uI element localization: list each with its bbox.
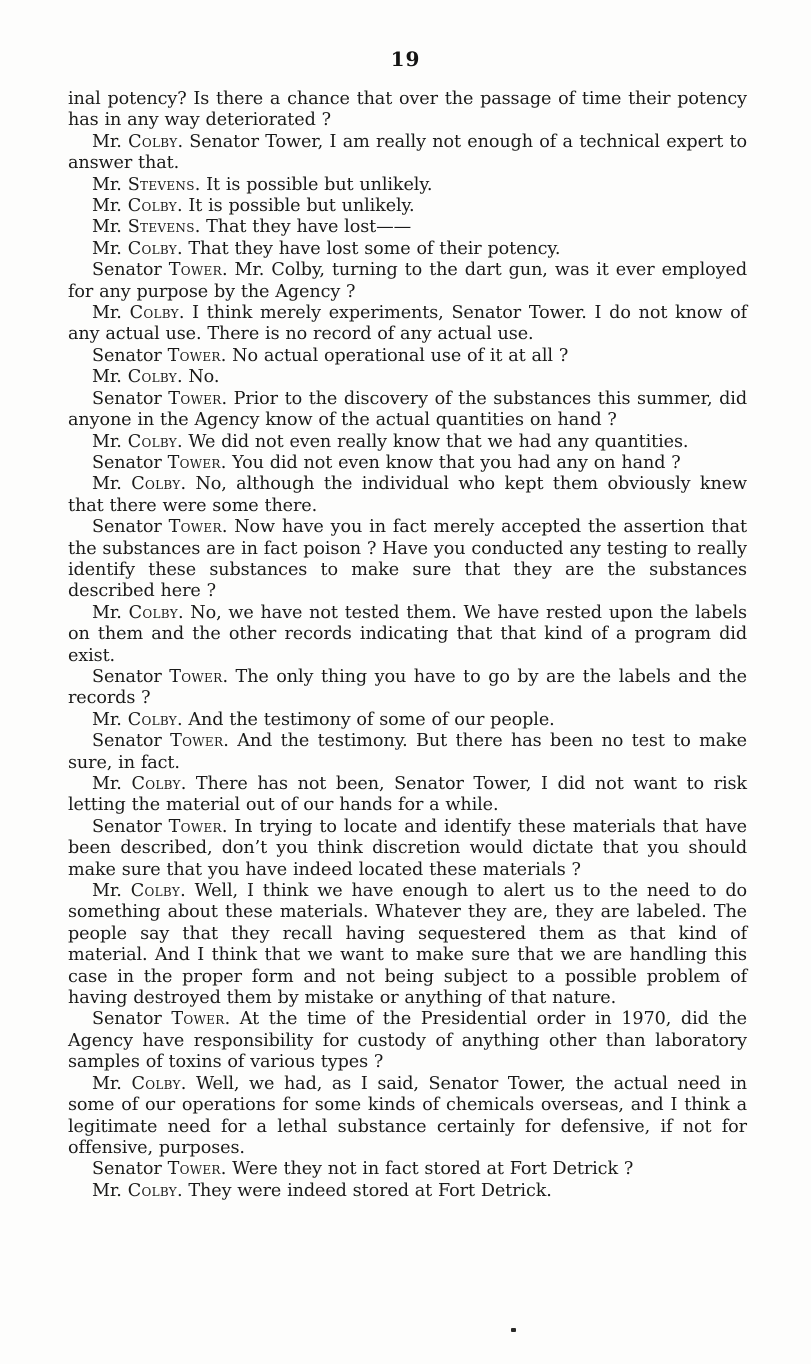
speaker-surname: Tower: [167, 452, 221, 473]
transcript-paragraph: [68, 175, 747, 196]
speaker-name: Senator Tower.: [92, 1009, 240, 1030]
scan-artifact-dot: [511, 1328, 516, 1332]
speaker-prefix: Senator: [92, 816, 169, 837]
speech-text: Were they not in fact stored at Fort Detrick ?: [232, 1159, 634, 1180]
speech-text: It is possible but unlikely.: [206, 174, 433, 195]
speaker-prefix: Mr.: [92, 1180, 128, 1201]
speech-text: No actual operational use of it at all ?: [232, 345, 569, 366]
speaker-prefix: Mr.: [92, 238, 128, 259]
transcript-paragraph: [68, 453, 747, 474]
speaker-prefix: Mr.: [92, 474, 132, 495]
transcript-paragraph: [68, 346, 747, 367]
transcript-paragraph: [68, 89, 747, 132]
speaker-name: Mr. Stevens.: [92, 174, 207, 195]
speech-text: Prior to the discovery of the substances this summer, did anyone in the Agency know of the actual quantities on hand ?: [68, 388, 747, 431]
transcript-paragraph: [68, 474, 747, 517]
speech-text: And the testimony of some of our people.: [188, 709, 555, 730]
transcript-paragraph: [68, 1074, 747, 1160]
transcript-paragraph: [68, 881, 747, 1009]
speaker-prefix: Mr.: [92, 431, 128, 452]
speaker-name: Mr. Colby.: [92, 602, 191, 623]
speech-text: No, we have not tested them. We have rested upon the labels on them and the other records indicating that that kind of a program did exist.: [68, 602, 747, 666]
speaker-surname: Tower: [168, 388, 222, 409]
speaker-name: Senator Tower.: [92, 260, 235, 281]
transcript-paragraph: [68, 217, 747, 238]
speaker-name: Mr. Colby.: [92, 238, 189, 259]
speaker-prefix: Senator: [92, 345, 168, 366]
speaker-prefix: Senator: [92, 1009, 172, 1030]
speaker-surname: Colby: [127, 238, 177, 259]
speaker-name: Senator Tower.: [92, 816, 235, 837]
speaker-surname: Stevens: [127, 217, 195, 238]
speaker-prefix: Senator: [92, 1159, 168, 1180]
speaker-surname: Colby: [127, 367, 177, 388]
transcript-paragraph: [68, 817, 747, 881]
speech-text: There has not been, Senator Tower, I did not want to risk letting the material out of our hands for a while.: [68, 774, 747, 816]
speaker-surname: Tower: [168, 517, 222, 538]
speaker-surname: Tower: [168, 816, 222, 837]
speaker-surname: Colby: [129, 303, 179, 324]
transcript-paragraph: [68, 196, 747, 217]
speaker-prefix: Mr.: [92, 602, 129, 623]
transcript-paragraph: [68, 1181, 747, 1202]
speaker-surname: Tower: [171, 1009, 225, 1030]
speaker-surname: Colby: [127, 1180, 177, 1201]
speaker-name: Mr. Colby.: [92, 1073, 196, 1094]
speaker-prefix: Senator: [92, 517, 169, 538]
speaker-prefix: Mr.: [92, 131, 129, 152]
speaker-prefix: Mr.: [92, 367, 128, 388]
speaker-surname: Colby: [127, 431, 177, 452]
speech-text: Well, I think we have enough to alert us to the need to do something about these materials. Whatever they are, they are labeled. The people say that they recall having sequestered them as that kind of material. And I think that we want to make sure that we are handling this case in the proper form and not being subject to a possible problem of having destroyed them by mistake or anything of that nature.: [68, 881, 747, 1009]
speaker-surname: Colby: [128, 131, 178, 152]
transcript-paragraph: [68, 731, 747, 774]
speech-text: Now have you in fact merely accepted the assertion that the substances are in fact poison ? Have you conducted any testing to really identify these substances to make sure that they are the substances described here ?: [68, 517, 747, 602]
transcript-paragraph: [68, 603, 747, 667]
speaker-name: Mr. Colby.: [92, 431, 189, 452]
speech-text: I think merely experiments, Senator Tower. I do not know of any actual use. There is no record of any actual use.: [68, 303, 747, 345]
speaker-prefix: Senator: [92, 260, 169, 281]
speaker-surname: Colby: [131, 774, 181, 794]
speaker-name: Mr. Colby.: [92, 303, 193, 324]
speech-text: Senator Tower, I am really not enough of a technical expert to answer that.: [68, 131, 747, 174]
speech-text: And the testimony. But there has been no test to make sure, in fact.: [68, 731, 747, 773]
speaker-surname: Colby: [127, 196, 177, 217]
transcript-paragraph: [68, 774, 747, 817]
speech-text: No, although the individual who kept them obviously knew that there were some there.: [68, 474, 747, 516]
speaker-prefix: Mr.: [92, 881, 131, 902]
speech-text: In trying to locate and identify these materials that have been described, don’t you think discretion would dictate that you should make sure that you have indeed located these materials ?: [68, 816, 747, 880]
transcript-paragraph: [68, 303, 747, 346]
speech-text: At the time of the Presidential order in 1970, did the Agency have responsibility for custody of anything other than laboratory samples of toxins of various types ?: [68, 1009, 747, 1073]
speaker-name: Mr. Colby.: [92, 709, 189, 730]
speaker-prefix: Mr.: [92, 217, 128, 238]
transcript-paragraph: [68, 432, 747, 453]
transcript-paragraph: [68, 132, 747, 175]
speaker-surname: Tower: [167, 1159, 221, 1180]
speaker-surname: Tower: [170, 731, 224, 752]
speech-text: That they have lost some of their potency.: [188, 238, 561, 259]
speaker-name: Senator Tower.: [92, 388, 234, 409]
speaker-prefix: Senator: [92, 388, 169, 409]
speaker-prefix: Mr.: [92, 303, 130, 324]
speaker-surname: Colby: [131, 474, 181, 495]
transcript-paragraph: [68, 389, 747, 432]
transcript-paragraph: [68, 239, 747, 260]
speaker-name: Senator Tower.: [92, 517, 235, 538]
transcript-paragraph: [68, 1159, 747, 1180]
speaker-prefix: Mr.: [92, 174, 128, 195]
speaker-prefix: Mr.: [92, 774, 132, 794]
speech-text: No.: [188, 367, 220, 388]
speaker-surname: Stevens: [127, 174, 195, 195]
transcript: [68, 89, 747, 1202]
speaker-prefix: Senator: [92, 452, 168, 473]
speaker-surname: Colby: [130, 881, 181, 902]
transcript-paragraph: [68, 517, 747, 603]
speaker-surname: Tower: [167, 345, 221, 366]
speaker-name: Mr. Colby.: [92, 1180, 189, 1201]
speaker-name: Mr. Colby.: [92, 131, 190, 152]
speaker-name: Mr. Colby.: [92, 196, 189, 217]
speaker-surname: Tower: [168, 260, 222, 281]
speaker-name: Mr. Colby.: [92, 774, 196, 794]
speaker-surname: Tower: [169, 666, 223, 687]
transcript-paragraph: [68, 260, 747, 303]
speaker-surname: Colby: [128, 602, 178, 623]
speaker-name: Mr. Colby.: [92, 474, 196, 495]
speech-text: We did not even really know that we had any quantities.: [188, 431, 689, 452]
speaker-name: Senator Tower.: [92, 345, 233, 366]
speaker-surname: Colby: [131, 1073, 181, 1094]
speech-text: Well, we had, as I said, Senator Tower, the actual need in some of our operations for some kinds of chemicals overseas, and I think a legitimate need for a lethal substance certainly for defensive, if not for offensive, purposes.: [68, 1073, 747, 1158]
transcript-paragraph: [68, 367, 747, 388]
speaker-prefix: Mr.: [92, 709, 128, 730]
speaker-name: Mr. Stevens.: [92, 217, 207, 238]
speaker-name: Senator Tower.: [92, 452, 233, 473]
page-number: 19: [390, 47, 421, 71]
speaker-name: Senator Tower.: [92, 731, 238, 752]
speech-text: You did not even know that you had any on hand ?: [232, 452, 681, 473]
transcript-paragraph: [68, 1009, 747, 1073]
speaker-prefix: Senator: [92, 666, 170, 687]
speech-text: It is possible but unlikely.: [188, 196, 415, 217]
speaker-prefix: Mr.: [92, 1073, 132, 1094]
transcript-paragraph: [68, 667, 747, 710]
speech-text: The only thing you have to go by are the labels and the records ?: [68, 666, 747, 709]
speaker-prefix: Senator: [92, 731, 171, 752]
speaker-prefix: Mr.: [92, 196, 128, 217]
speaker-name: Senator Tower.: [92, 666, 236, 687]
speech-text: That they have lost——: [206, 217, 412, 238]
speaker-surname: Colby: [127, 709, 177, 730]
speaker-name: Mr. Colby.: [92, 367, 189, 388]
speech-text: Mr. Colby, turning to the dart gun, was it ever employed for any purpose by the Agency ?: [68, 260, 747, 302]
speaker-name: Mr. Colby.: [92, 881, 195, 902]
speaker-name: Senator Tower.: [92, 1159, 233, 1180]
speech-text: inal potency? Is there a chance that over the passage of time their potency has in any way deteriorated ?: [68, 89, 747, 131]
transcript-paragraph: [68, 710, 747, 731]
speech-text: They were indeed stored at Fort Detrick.: [188, 1180, 552, 1201]
